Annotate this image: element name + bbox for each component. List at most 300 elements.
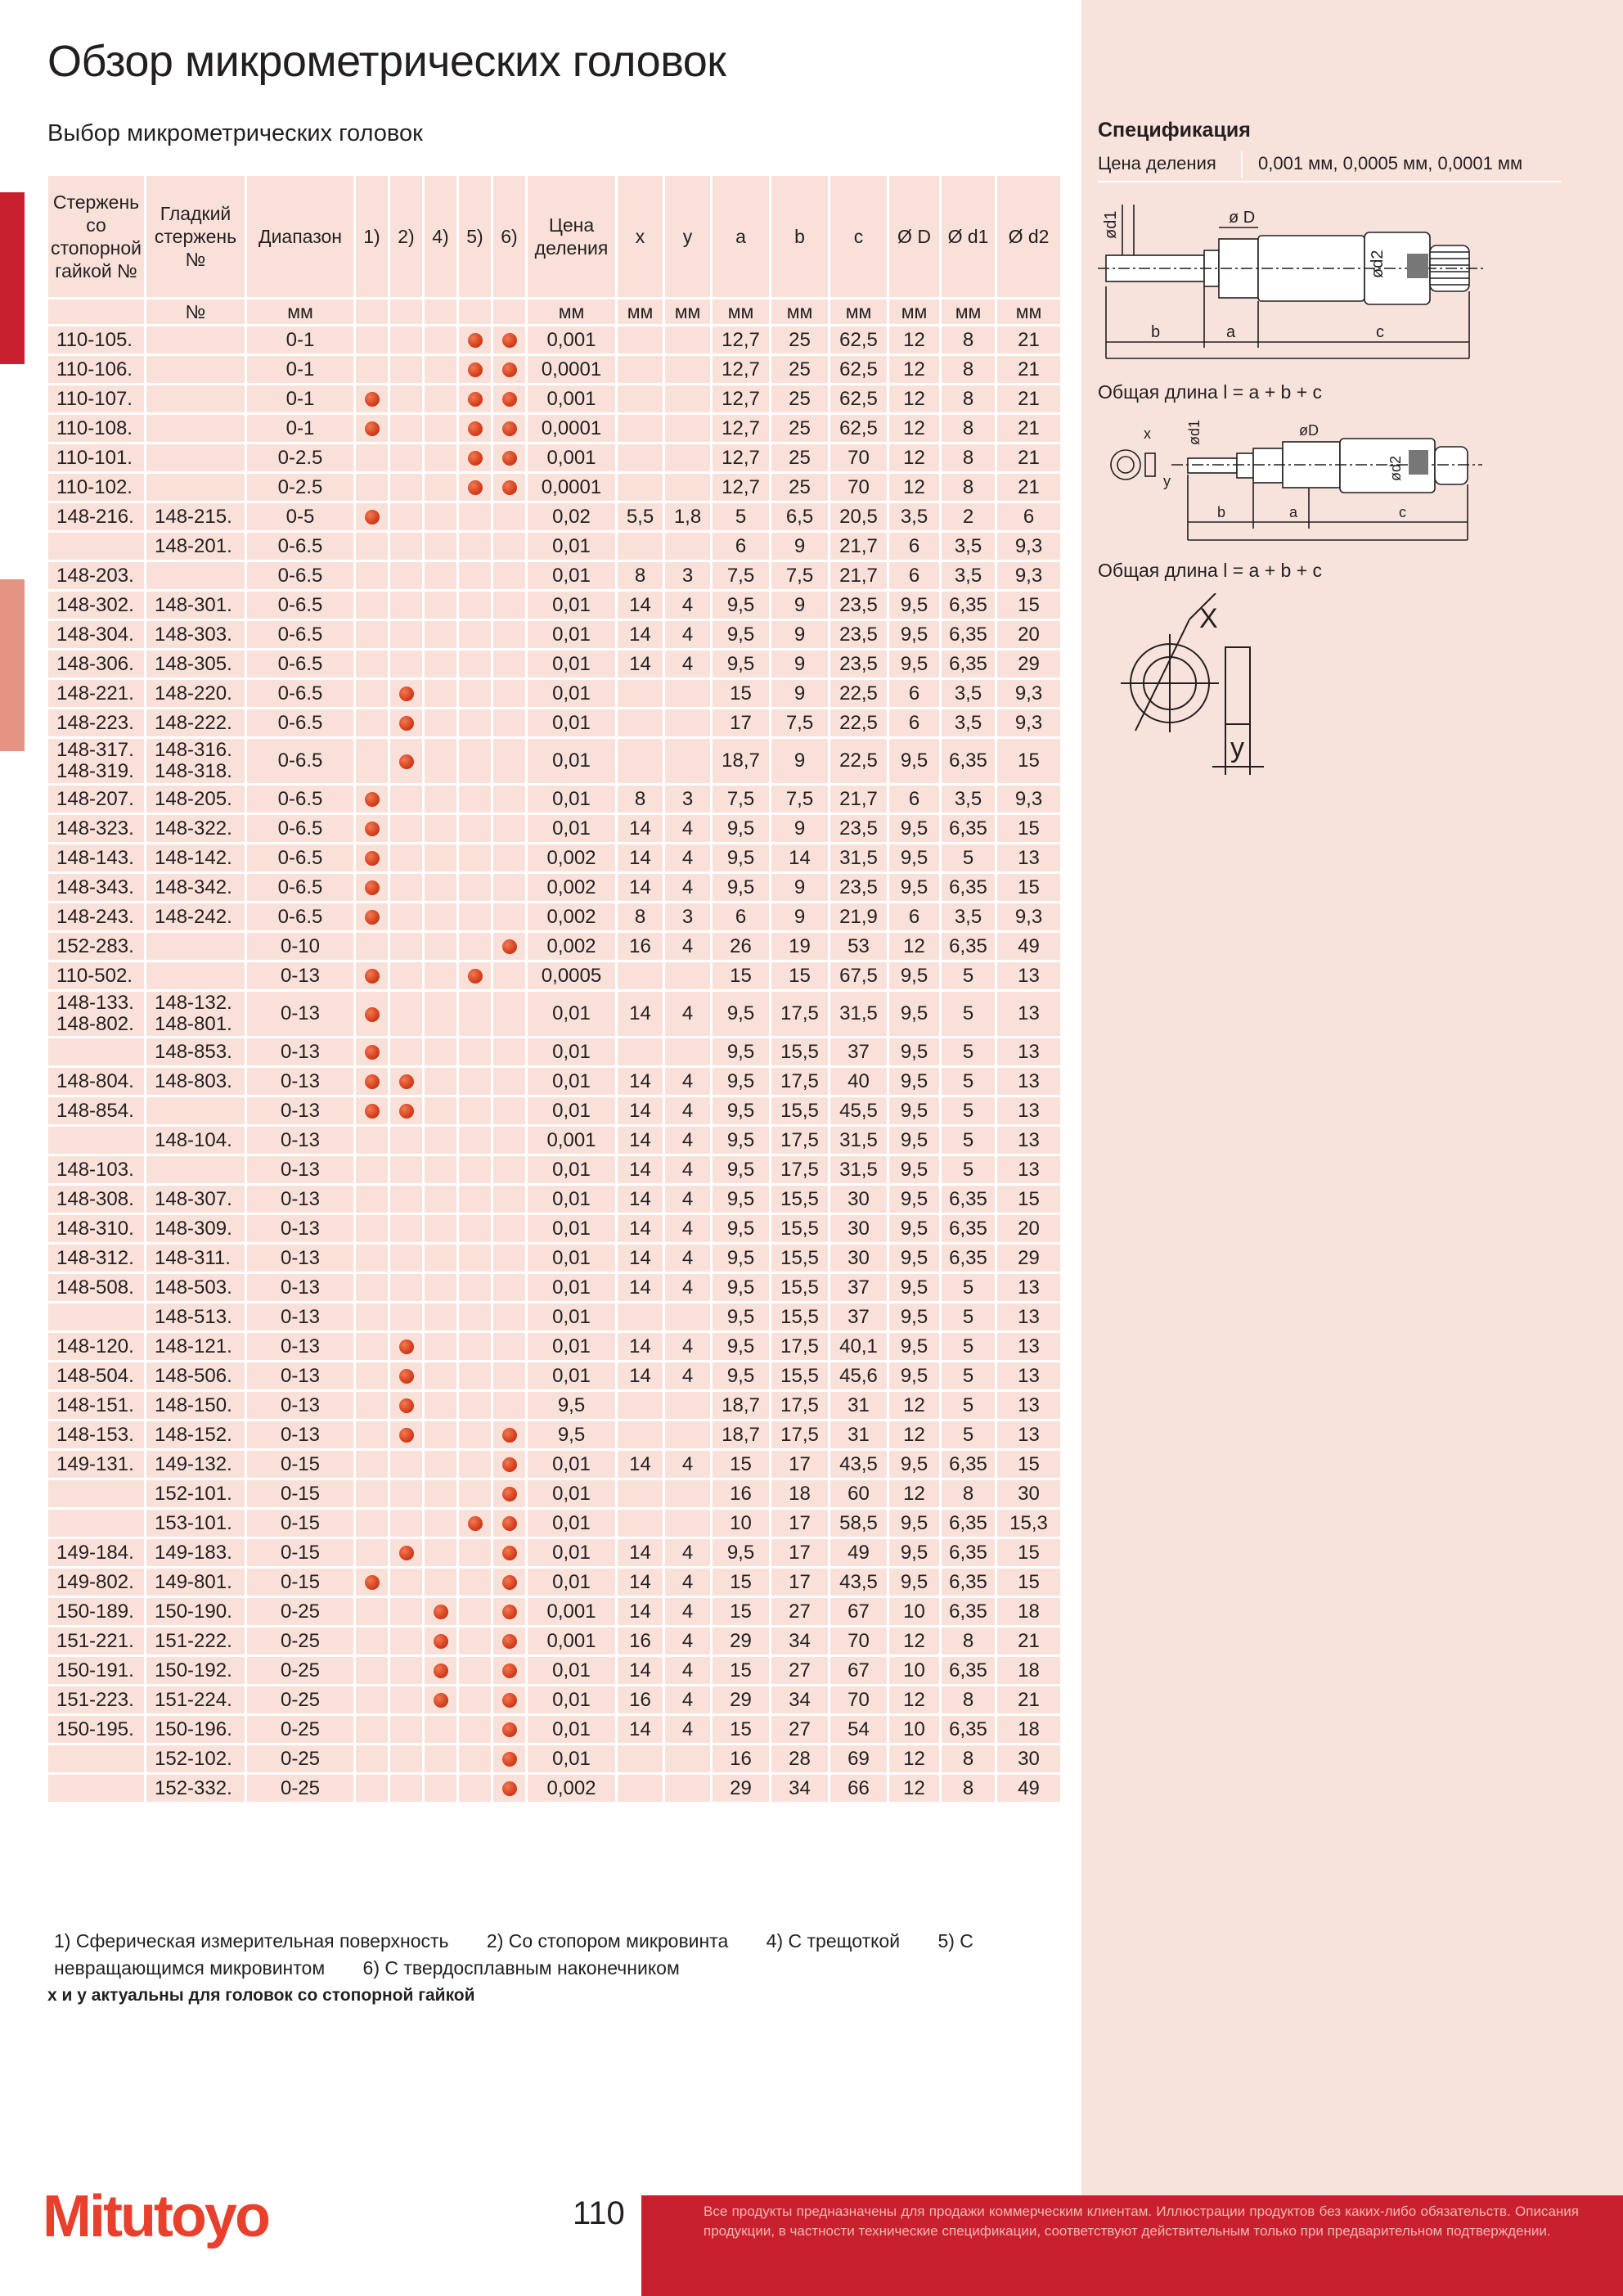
cell-f1 bbox=[355, 1509, 389, 1538]
cell-locknut-stem: 110-502. bbox=[47, 961, 146, 991]
locknut-detail-diagram bbox=[1121, 593, 1293, 777]
cell-d1: 6,35 bbox=[941, 932, 996, 961]
table-row bbox=[47, 814, 1062, 844]
cell-f1 bbox=[355, 932, 389, 961]
cell-a: 9,5 bbox=[712, 844, 771, 873]
cell-f2 bbox=[389, 785, 424, 814]
cell-c: 22,5 bbox=[829, 709, 888, 738]
feature-dot-icon bbox=[502, 421, 517, 436]
cell-f4 bbox=[424, 1096, 458, 1126]
feature-dot-icon bbox=[502, 1752, 517, 1767]
table-row bbox=[47, 1126, 1062, 1155]
cell-y: 4 bbox=[664, 991, 712, 1038]
cell-f4 bbox=[424, 561, 458, 591]
feature-dot-icon bbox=[399, 687, 414, 701]
cell-f4 bbox=[424, 991, 458, 1038]
feature-dot-icon bbox=[399, 1369, 414, 1384]
cell-d2: 15 bbox=[996, 873, 1062, 903]
cell-d1: 8 bbox=[941, 414, 996, 443]
cell-plain-stem: 149-801. bbox=[146, 1568, 246, 1597]
cell-f2 bbox=[389, 502, 424, 532]
cell-b: 25 bbox=[771, 443, 829, 473]
cell-f5 bbox=[458, 1745, 492, 1774]
cell-a: 9,5 bbox=[712, 591, 771, 620]
cell-b: 6,5 bbox=[771, 502, 829, 532]
cell-locknut-stem: 148-804. bbox=[47, 1067, 146, 1096]
cell-D: 9,5 bbox=[888, 738, 941, 785]
cell-f1 bbox=[355, 1067, 389, 1096]
mitutoyo-logo: Mitutoyo bbox=[43, 2184, 268, 2249]
cell-y bbox=[664, 1479, 712, 1509]
cell-d2: 21 bbox=[996, 385, 1062, 414]
feature-dot-icon bbox=[502, 1693, 517, 1708]
cell-f1 bbox=[355, 1038, 389, 1067]
cell-f6 bbox=[492, 1332, 527, 1362]
cell-y: 3 bbox=[664, 785, 712, 814]
cell-x bbox=[617, 414, 664, 443]
cell-plain-stem bbox=[146, 561, 246, 591]
cell-locknut-stem bbox=[47, 1038, 146, 1067]
cell-c: 70 bbox=[829, 473, 888, 502]
cell-D: 9,5 bbox=[888, 873, 941, 903]
footer-disclaimer: Все продукты предназначены для продажи коммерческим клиентам. Иллюстрации продуктов без каких-либо обязательств. Описания продукции, в частности технические спецификации, соответствуют действительным только при предварительном подтверждении. bbox=[704, 2204, 1579, 2239]
cell-graduation: 0,01 bbox=[527, 1096, 617, 1126]
feature-dot-icon bbox=[365, 910, 380, 925]
cell-plain-stem: 152-102. bbox=[146, 1745, 246, 1774]
cell-x: 14 bbox=[617, 1096, 664, 1126]
table-row bbox=[47, 1774, 1062, 1803]
cell-locknut-stem: 148-133. 148-802. bbox=[47, 991, 146, 1038]
cell-x bbox=[617, 532, 664, 561]
cell-d1: 5 bbox=[941, 1126, 996, 1155]
cell-graduation: 0,01 bbox=[527, 1745, 617, 1774]
cell-b: 14 bbox=[771, 844, 829, 873]
cell-plain-stem bbox=[146, 385, 246, 414]
cell-f6 bbox=[492, 873, 527, 903]
cell-d2: 21 bbox=[996, 1627, 1062, 1656]
cell-range: 0-25 bbox=[246, 1597, 355, 1627]
cell-range: 0-15 bbox=[246, 1509, 355, 1538]
feature-dot-icon bbox=[399, 1546, 414, 1560]
cell-f1 bbox=[355, 1273, 389, 1303]
cell-b: 15,5 bbox=[771, 1273, 829, 1303]
unit-f2 bbox=[389, 299, 424, 326]
cell-f2 bbox=[389, 1450, 424, 1479]
cell-D: 9,5 bbox=[888, 650, 941, 679]
cell-range: 0-6.5 bbox=[246, 650, 355, 679]
cell-d1: 5 bbox=[941, 1038, 996, 1067]
cell-locknut-stem: 148-103. bbox=[47, 1155, 146, 1185]
cell-f5 bbox=[458, 1391, 492, 1420]
cell-c: 30 bbox=[829, 1214, 888, 1244]
table-row bbox=[47, 1067, 1062, 1096]
cell-x bbox=[617, 355, 664, 385]
cell-D: 9,5 bbox=[888, 1096, 941, 1126]
cell-y: 4 bbox=[664, 1597, 712, 1627]
cell-range: 0-13 bbox=[246, 1244, 355, 1273]
table-row bbox=[47, 1096, 1062, 1126]
cell-x: 14 bbox=[617, 1715, 664, 1745]
cell-plain-stem: 148-201. bbox=[146, 532, 246, 561]
cell-c: 45,6 bbox=[829, 1362, 888, 1391]
cell-f1 bbox=[355, 679, 389, 709]
cell-D: 9,5 bbox=[888, 1332, 941, 1362]
cell-f1 bbox=[355, 650, 389, 679]
cell-locknut-stem: 148-306. bbox=[47, 650, 146, 679]
cell-f1 bbox=[355, 1715, 389, 1745]
cell-f2 bbox=[389, 1774, 424, 1803]
cell-plain-stem bbox=[146, 961, 246, 991]
cell-plain-stem: 148-305. bbox=[146, 650, 246, 679]
cell-range: 0-6.5 bbox=[246, 844, 355, 873]
cell-graduation: 9,5 bbox=[527, 1391, 617, 1420]
unit-range: мм bbox=[246, 299, 355, 326]
header-graduation: Цена деления bbox=[527, 175, 617, 299]
cell-f1 bbox=[355, 1155, 389, 1185]
cell-d1: 6,35 bbox=[941, 1244, 996, 1273]
cell-f1 bbox=[355, 1332, 389, 1362]
cell-y: 4 bbox=[664, 873, 712, 903]
cell-locknut-stem: 148-310. bbox=[47, 1214, 146, 1244]
cell-d1: 8 bbox=[941, 1686, 996, 1715]
cell-c: 23,5 bbox=[829, 873, 888, 903]
cell-plain-stem: 148-215. bbox=[146, 502, 246, 532]
cell-f5 bbox=[458, 932, 492, 961]
cell-c: 22,5 bbox=[829, 738, 888, 785]
cell-D: 6 bbox=[888, 903, 941, 932]
cell-range: 0-6.5 bbox=[246, 903, 355, 932]
cell-d1: 6,35 bbox=[941, 1214, 996, 1244]
cell-f6 bbox=[492, 903, 527, 932]
cell-f1 bbox=[355, 473, 389, 502]
unit-graduation: мм bbox=[527, 299, 617, 326]
cell-f2 bbox=[389, 1538, 424, 1568]
section-title: Выбор микрометрических головок bbox=[47, 120, 423, 146]
cell-graduation: 0,02 bbox=[527, 502, 617, 532]
cell-a: 6 bbox=[712, 532, 771, 561]
cell-y: 3 bbox=[664, 903, 712, 932]
cell-a: 17 bbox=[712, 709, 771, 738]
cell-range: 0-2.5 bbox=[246, 443, 355, 473]
cell-D: 12 bbox=[888, 414, 941, 443]
cell-f1 bbox=[355, 591, 389, 620]
cell-f6 bbox=[492, 650, 527, 679]
cell-y bbox=[664, 1774, 712, 1803]
cell-f4 bbox=[424, 473, 458, 502]
cell-d2: 30 bbox=[996, 1479, 1062, 1509]
cell-x bbox=[617, 1038, 664, 1067]
cell-b: 9 bbox=[771, 650, 829, 679]
cell-b: 27 bbox=[771, 1597, 829, 1627]
table-row bbox=[47, 502, 1062, 532]
feature-dot-icon bbox=[365, 1045, 380, 1060]
feature-dot-icon bbox=[502, 1428, 517, 1443]
cell-plain-stem bbox=[146, 473, 246, 502]
cell-f1 bbox=[355, 961, 389, 991]
cell-f2 bbox=[389, 473, 424, 502]
cell-graduation: 0,01 bbox=[527, 1715, 617, 1745]
header-c: c bbox=[829, 175, 888, 299]
cell-f5 bbox=[458, 1155, 492, 1185]
cell-locknut-stem: 148-203. bbox=[47, 561, 146, 591]
header-diameter-d2: Ø d2 bbox=[996, 175, 1062, 299]
cell-c: 31 bbox=[829, 1420, 888, 1450]
cell-b: 15 bbox=[771, 961, 829, 991]
label-D-locknut: øD bbox=[1299, 422, 1319, 439]
table-row bbox=[47, 473, 1062, 502]
cell-f5 bbox=[458, 1362, 492, 1391]
cell-f1 bbox=[355, 1686, 389, 1715]
label-b: b bbox=[1151, 323, 1161, 341]
cell-c: 31,5 bbox=[829, 1126, 888, 1155]
cell-f4 bbox=[424, 1244, 458, 1273]
cell-y: 4 bbox=[664, 591, 712, 620]
cell-c: 53 bbox=[829, 932, 888, 961]
cell-f1 bbox=[355, 785, 389, 814]
cell-b: 15,5 bbox=[771, 1244, 829, 1273]
cell-f5 bbox=[458, 650, 492, 679]
table-row bbox=[47, 1715, 1062, 1745]
cell-f6 bbox=[492, 1745, 527, 1774]
cell-f1 bbox=[355, 873, 389, 903]
cell-f6 bbox=[492, 1214, 527, 1244]
cell-a: 9,5 bbox=[712, 620, 771, 650]
cell-d1: 6,35 bbox=[941, 1715, 996, 1745]
cell-f5 bbox=[458, 679, 492, 709]
cell-plain-stem: 148-205. bbox=[146, 785, 246, 814]
cell-f5 bbox=[458, 1303, 492, 1332]
cell-y bbox=[664, 1391, 712, 1420]
cell-f2 bbox=[389, 961, 424, 991]
cell-graduation: 0,01 bbox=[527, 814, 617, 844]
cell-f6 bbox=[492, 1686, 527, 1715]
cell-b: 17,5 bbox=[771, 1420, 829, 1450]
cell-D: 9,5 bbox=[888, 1126, 941, 1155]
feature-dot-icon bbox=[502, 1516, 517, 1531]
feature-dot-icon bbox=[399, 1104, 414, 1119]
cell-f4 bbox=[424, 814, 458, 844]
header-locknut-stem: Стержень со стопорной гайкой № bbox=[47, 175, 146, 299]
cell-f5 bbox=[458, 414, 492, 443]
cell-y: 1,8 bbox=[664, 502, 712, 532]
cell-f5 bbox=[458, 1126, 492, 1155]
cell-D: 12 bbox=[888, 326, 941, 355]
cell-locknut-stem: 149-184. bbox=[47, 1538, 146, 1568]
footnote-2: 2) Со стопором микровинта bbox=[486, 1930, 729, 1952]
cell-D: 10 bbox=[888, 1715, 941, 1745]
cell-b: 9 bbox=[771, 591, 829, 620]
cell-f2 bbox=[389, 1185, 424, 1214]
cell-f5 bbox=[458, 738, 492, 785]
table-row bbox=[47, 532, 1062, 561]
label-c-locknut: c bbox=[1399, 504, 1406, 520]
cell-c: 21,7 bbox=[829, 785, 888, 814]
cell-range: 0-1 bbox=[246, 385, 355, 414]
feature-dot-icon bbox=[365, 392, 380, 407]
cell-f6 bbox=[492, 1568, 527, 1597]
cell-f5 bbox=[458, 561, 492, 591]
feature-dot-icon bbox=[502, 1457, 517, 1472]
cell-d2: 15 bbox=[996, 1185, 1062, 1214]
cell-f5 bbox=[458, 1096, 492, 1126]
cell-f1 bbox=[355, 414, 389, 443]
header-y: y bbox=[664, 175, 712, 299]
feature-dot-icon bbox=[468, 969, 483, 984]
cell-graduation: 0,01 bbox=[527, 561, 617, 591]
cell-d2: 13 bbox=[996, 1096, 1062, 1126]
cell-f6 bbox=[492, 738, 527, 785]
cell-x: 16 bbox=[617, 1686, 664, 1715]
cell-f4 bbox=[424, 1155, 458, 1185]
cell-d2: 15 bbox=[996, 1538, 1062, 1568]
table-row bbox=[47, 932, 1062, 961]
cell-D: 12 bbox=[888, 1774, 941, 1803]
cell-locknut-stem: 110-106. bbox=[47, 355, 146, 385]
cell-y: 4 bbox=[664, 650, 712, 679]
cell-graduation: 0,001 bbox=[527, 443, 617, 473]
cell-f4 bbox=[424, 532, 458, 561]
cell-b: 9 bbox=[771, 903, 829, 932]
table-row bbox=[47, 1214, 1062, 1244]
cell-y bbox=[664, 1303, 712, 1332]
cell-y: 4 bbox=[664, 1185, 712, 1214]
cell-x: 14 bbox=[617, 650, 664, 679]
cell-a: 29 bbox=[712, 1774, 771, 1803]
cell-f2 bbox=[389, 532, 424, 561]
cell-locknut-stem: 148-343. bbox=[47, 873, 146, 903]
cell-x: 14 bbox=[617, 1597, 664, 1627]
cell-a: 5 bbox=[712, 502, 771, 532]
cell-f5 bbox=[458, 991, 492, 1038]
cell-f5 bbox=[458, 709, 492, 738]
cell-a: 18,7 bbox=[712, 1420, 771, 1450]
cell-b: 17 bbox=[771, 1568, 829, 1597]
header-b: b bbox=[771, 175, 829, 299]
cell-f5 bbox=[458, 1214, 492, 1244]
cell-locknut-stem: 110-105. bbox=[47, 326, 146, 355]
cell-locknut-stem: 148-143. bbox=[47, 844, 146, 873]
cell-y bbox=[664, 679, 712, 709]
cell-D: 9,5 bbox=[888, 1273, 941, 1303]
feature-dot-icon bbox=[399, 1428, 414, 1443]
cell-f5 bbox=[458, 473, 492, 502]
cell-f5 bbox=[458, 532, 492, 561]
label-d2-locknut: ød2 bbox=[1387, 455, 1404, 481]
cell-f1 bbox=[355, 1185, 389, 1214]
cell-D: 9,5 bbox=[888, 1155, 941, 1185]
cell-plain-stem: 148-803. bbox=[146, 1067, 246, 1096]
cell-graduation: 0,01 bbox=[527, 1686, 617, 1715]
feature-dot-icon bbox=[365, 510, 380, 524]
label-a-locknut: a bbox=[1289, 504, 1298, 520]
table-header-row bbox=[47, 175, 1062, 299]
cell-f1 bbox=[355, 1745, 389, 1774]
cell-d2: 21 bbox=[996, 1686, 1062, 1715]
cell-c: 62,5 bbox=[829, 355, 888, 385]
cell-D: 9,5 bbox=[888, 591, 941, 620]
cell-d1: 6,35 bbox=[941, 1597, 996, 1627]
cell-f1 bbox=[355, 326, 389, 355]
cell-D: 6 bbox=[888, 532, 941, 561]
cell-c: 49 bbox=[829, 1538, 888, 1568]
cell-graduation: 0,01 bbox=[527, 1067, 617, 1096]
cell-f5 bbox=[458, 1538, 492, 1568]
cell-b: 17,5 bbox=[771, 1332, 829, 1362]
footnotes bbox=[54, 1928, 1068, 1982]
cell-range: 0-13 bbox=[246, 1067, 355, 1096]
cell-f4 bbox=[424, 903, 458, 932]
cell-range: 0-15 bbox=[246, 1479, 355, 1509]
cell-b: 17 bbox=[771, 1538, 829, 1568]
cell-y: 4 bbox=[664, 1126, 712, 1155]
header-footnote-1: 1) bbox=[355, 175, 389, 299]
cell-range: 0-13 bbox=[246, 1420, 355, 1450]
cell-x: 14 bbox=[617, 1126, 664, 1155]
cell-D: 12 bbox=[888, 1391, 941, 1420]
cell-f5 bbox=[458, 326, 492, 355]
cell-f2 bbox=[389, 738, 424, 785]
cell-D: 6 bbox=[888, 709, 941, 738]
cell-c: 62,5 bbox=[829, 385, 888, 414]
cell-f5 bbox=[458, 355, 492, 385]
cell-plain-stem: 148-222. bbox=[146, 709, 246, 738]
cell-f1 bbox=[355, 1450, 389, 1479]
cell-b: 15,5 bbox=[771, 1214, 829, 1244]
cell-graduation: 0,01 bbox=[527, 1656, 617, 1686]
feature-dot-icon bbox=[434, 1605, 448, 1619]
cell-f4 bbox=[424, 1303, 458, 1332]
cell-plain-stem: 148-303. bbox=[146, 620, 246, 650]
cell-f6 bbox=[492, 1126, 527, 1155]
cell-d2: 9,3 bbox=[996, 903, 1062, 932]
cell-a: 12,7 bbox=[712, 355, 771, 385]
cell-b: 18 bbox=[771, 1479, 829, 1509]
cell-D: 9,5 bbox=[888, 620, 941, 650]
cell-b: 28 bbox=[771, 1745, 829, 1774]
cell-graduation: 9,5 bbox=[527, 1420, 617, 1450]
cell-d2: 21 bbox=[996, 326, 1062, 355]
cell-locknut-stem: 148-120. bbox=[47, 1332, 146, 1362]
cell-d2: 9,3 bbox=[996, 561, 1062, 591]
cell-f4 bbox=[424, 1362, 458, 1391]
cell-f6 bbox=[492, 1185, 527, 1214]
unit-locknut-stem bbox=[47, 299, 146, 326]
table-row bbox=[47, 1185, 1062, 1214]
cell-f1 bbox=[355, 1126, 389, 1155]
cell-d1: 8 bbox=[941, 1479, 996, 1509]
cell-f2 bbox=[389, 1214, 424, 1244]
cell-plain-stem: 148-220. bbox=[146, 679, 246, 709]
feature-dot-icon bbox=[399, 1398, 414, 1413]
feature-dot-icon bbox=[502, 1781, 517, 1796]
table-row bbox=[47, 385, 1062, 414]
unit-f5 bbox=[458, 299, 492, 326]
cell-D: 9,5 bbox=[888, 961, 941, 991]
cell-D: 12 bbox=[888, 1420, 941, 1450]
cell-f5 bbox=[458, 620, 492, 650]
cell-range: 0-5 bbox=[246, 502, 355, 532]
spec-label: Цена деления bbox=[1098, 153, 1216, 173]
cell-f4 bbox=[424, 1538, 458, 1568]
unit-d1: мм bbox=[941, 299, 996, 326]
cell-f5 bbox=[458, 1420, 492, 1450]
cell-f4 bbox=[424, 1126, 458, 1155]
cell-d1: 5 bbox=[941, 1362, 996, 1391]
cell-d1: 8 bbox=[941, 385, 996, 414]
cell-a: 9,5 bbox=[712, 1096, 771, 1126]
cell-graduation: 0,002 bbox=[527, 844, 617, 873]
cell-a: 15 bbox=[712, 1450, 771, 1479]
